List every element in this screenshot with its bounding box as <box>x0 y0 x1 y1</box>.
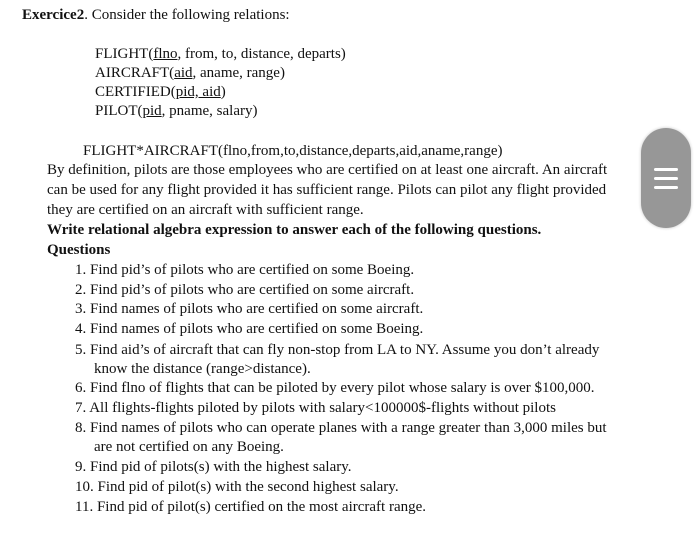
relation-pilot <box>95 102 257 120</box>
question-6 <box>75 379 595 397</box>
question-text: Find pid of pilot(s) certified on the most aircraft range. <box>96 499 427 515</box>
question-4 <box>75 320 423 338</box>
relation-pilot-name: PILOT( <box>95 103 143 119</box>
questions-title: Questions <box>47 242 111 258</box>
relation-aircraft-attrs: , aname, range) <box>192 65 285 81</box>
question-8-continued: are not certified on any Boeing. <box>94 439 284 455</box>
question-text: Find pid’s of pilots who are certified on some aircraft. <box>90 282 415 298</box>
exercise-label: Exercice2 <box>22 7 85 23</box>
relation-aircraft-name: AIRCRAFT( <box>95 65 175 81</box>
question-9 <box>75 458 352 476</box>
question-text: Find pid of pilot(s) with the second highest salary. <box>97 479 399 495</box>
question-number: 9. <box>75 459 87 475</box>
question-text: Find names of pilots who are certified on some Boeing. <box>90 321 424 337</box>
definition-line-1: By definition, pilots are those employees who are certified on at least one aircraft. An aircraft <box>47 162 608 178</box>
question-text: All flights-flights piloted by pilots with salary<100000$-flights without pilots <box>89 400 556 416</box>
exercise-intro: . Consider the following relations: <box>84 7 290 23</box>
question-text: Find flno of flights that can be piloted by every pilot whose salary is over $100,000. <box>90 380 595 396</box>
relation-flight-name: FLIGHT( <box>95 46 154 62</box>
definition-line-2: can be used for any flight provided it has sufficient range. Pilots can pilot any flight provided <box>47 182 607 198</box>
question-number: 7. <box>75 400 87 416</box>
question-10 <box>75 478 399 496</box>
question-text: Find aid’s of aircraft that can fly non-stop from LA to NY. Assume you don’t already <box>90 342 600 358</box>
question-number: 11. <box>75 499 94 515</box>
relation-aircraft <box>95 64 285 82</box>
relation-pilot-attrs: , pname, salary) <box>161 103 258 119</box>
question-5-continued: know the distance (range>distance). <box>94 361 311 377</box>
relation-flight-key: flno <box>153 46 178 62</box>
relation-flight-attrs: , from, to, distance, departs) <box>177 46 346 62</box>
relation-pilot-key: pid <box>142 103 162 119</box>
handle-grip-icon <box>654 177 678 180</box>
question-5 <box>75 341 599 359</box>
question-number: 8. <box>75 420 87 436</box>
question-text: Find pid’s of pilots who are certified on some Boeing. <box>90 262 415 278</box>
question-number: 10. <box>75 479 94 495</box>
question-text: Find names of pilots who are certified on some aircraft. <box>90 301 424 317</box>
question-number: 2. <box>75 282 87 298</box>
question-1 <box>75 261 414 279</box>
relation-certified-key: pid, aid <box>175 84 221 100</box>
exercise-heading <box>22 6 290 24</box>
handle-grip-icon <box>654 186 678 189</box>
question-7 <box>75 399 556 417</box>
question-11 <box>75 498 426 516</box>
instruction: Write relational algebra expression to answer each of the following questions. <box>47 222 542 238</box>
question-number: 1. <box>75 262 87 278</box>
definition-line-3: they are certified on an aircraft with sufficient range. <box>47 202 364 218</box>
question-text: Find pid of pilots(s) with the highest salary. <box>90 459 352 475</box>
relation-aircraft-key: aid <box>174 65 193 81</box>
relation-certified <box>95 83 226 101</box>
question-text: Find names of pilots who can operate planes with a range greater than 3,000 miles but <box>90 420 607 436</box>
relation-certified-attrs: ) <box>220 84 226 100</box>
relation-certified-name: CERTIFIED( <box>95 84 176 100</box>
handle-grip-icon <box>654 168 678 171</box>
question-number: 3. <box>75 301 87 317</box>
drag-handle[interactable] <box>641 128 691 228</box>
question-number: 5. <box>75 342 87 358</box>
question-number: 4. <box>75 321 87 337</box>
question-2 <box>75 281 414 299</box>
question-number: 6. <box>75 380 87 396</box>
product-relation: FLIGHT*AIRCRAFT(flno,from,to,distance,departs,aid,aname,range) <box>83 143 503 159</box>
relation-flight <box>95 45 346 63</box>
question-3 <box>75 300 423 318</box>
question-8 <box>75 419 607 437</box>
